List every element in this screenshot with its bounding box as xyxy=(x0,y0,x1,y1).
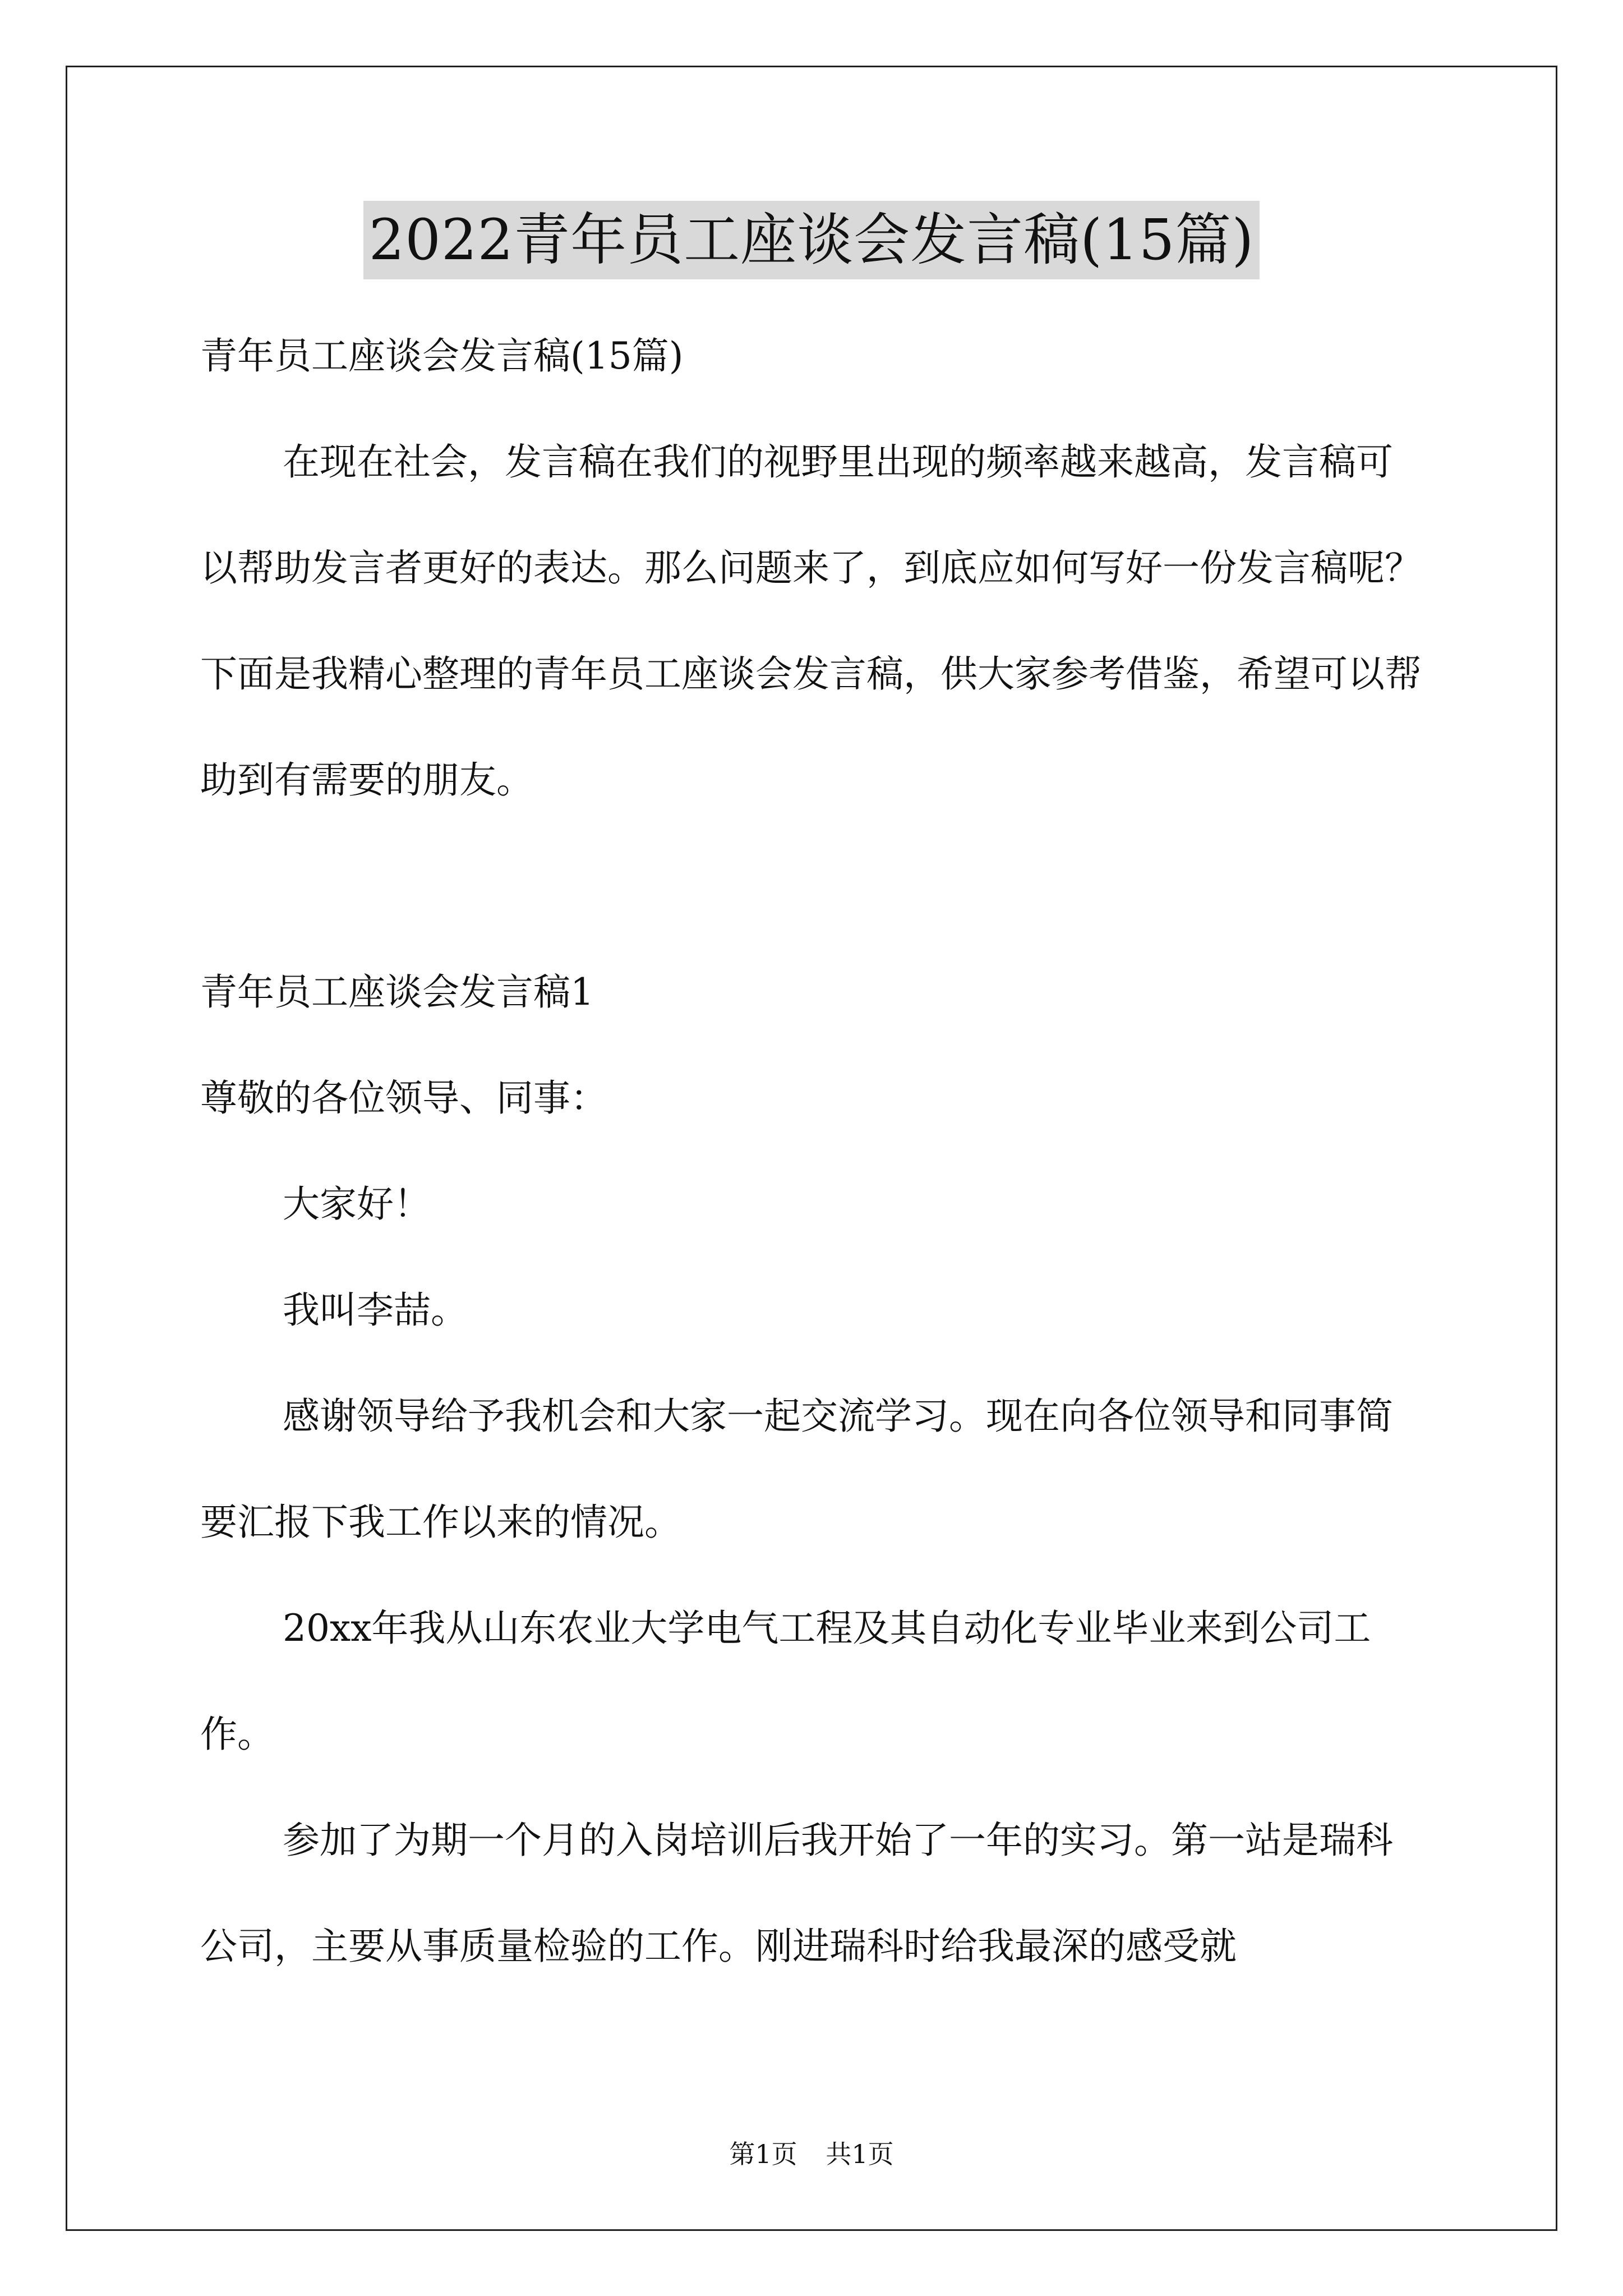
section-heading: 青年员工座谈会发言稿1 xyxy=(200,970,594,1014)
salutation: 尊敬的各位领导、同事： xyxy=(200,1076,607,1120)
paragraph-spacer xyxy=(200,833,1428,939)
document-body xyxy=(200,303,1428,1999)
page-number-current: 第1页 xyxy=(729,2139,797,2169)
page-number-total: 共1页 xyxy=(826,2139,894,2169)
title-container xyxy=(0,201,1623,279)
paragraph-training: 参加了为期一个月的入岗培训后我开始了一年的实习。第一站是瑞科公司，主要从事质量检验的工作。刚进瑞科时给我最深的感受就 xyxy=(200,1819,1393,1968)
intro-paragraph: 在现在社会，发言稿在我们的视野里出现的频率越来越高，发言稿可以帮助发言者更好的表达。那么问题来了，到底应如何写好一份发言稿呢？下面是我精心整理的青年员工座谈会发言稿，供大家参考借鉴，希望可以帮助到有需要的朋友。 xyxy=(200,440,1422,802)
paragraph-education: 20xx年我从山东农业大学电气工程及其自动化专业毕业来到公司工作。 xyxy=(200,1607,1371,1756)
document-title: 2022青年员工座谈会发言稿(15篇) xyxy=(363,201,1260,279)
paragraph-name: 我叫李喆。 xyxy=(283,1289,468,1332)
greeting: 大家好！ xyxy=(283,1182,431,1226)
paragraph-thanks: 感谢领导给予我机会和大家一起交流学习。现在向各位领导和同事简要汇报下我工作以来的情况。 xyxy=(200,1395,1393,1544)
page-footer xyxy=(0,2137,1623,2171)
document-subtitle: 青年员工座谈会发言稿(15篇) xyxy=(200,334,684,378)
